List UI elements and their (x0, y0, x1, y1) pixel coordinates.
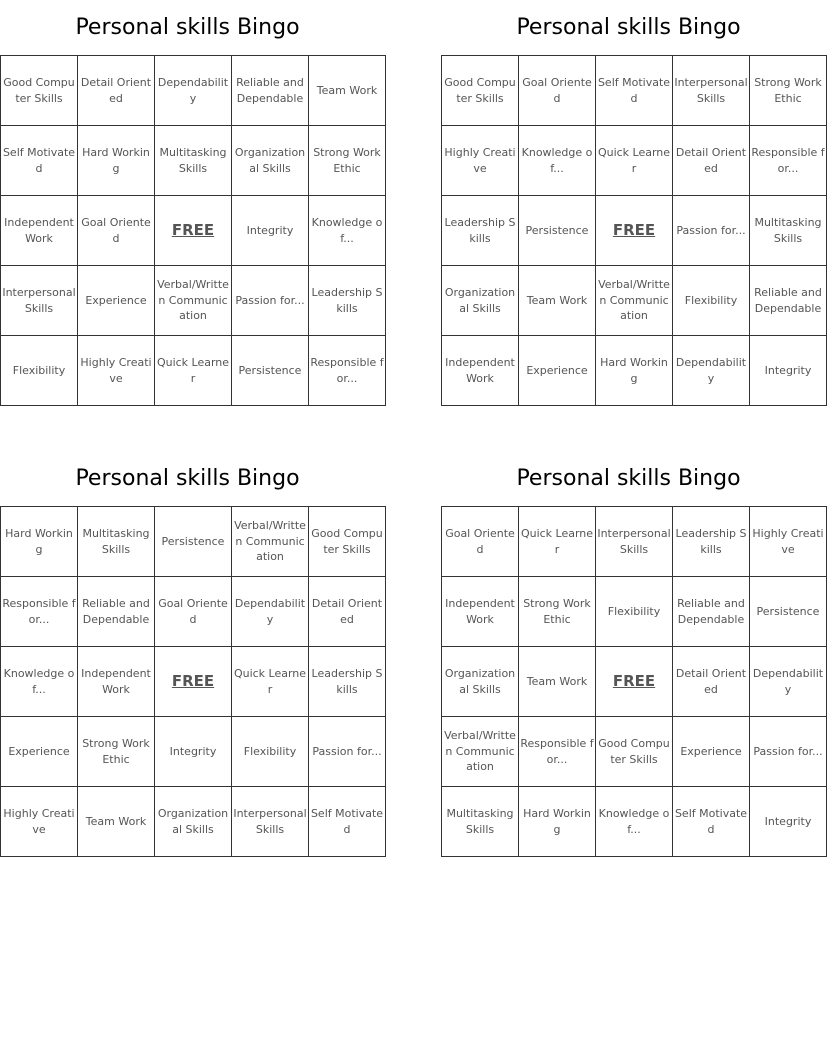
bingo-cell: Organizational Skills (232, 126, 309, 196)
bingo-cell: Team Work (309, 56, 386, 126)
bingo-cell: Multitasking Skills (750, 196, 827, 266)
bingo-row (1, 717, 386, 787)
bingo-cell: Responsible for... (309, 336, 386, 406)
bingo-cell: Passion for... (673, 196, 750, 266)
bingo-cell: Self Motivated (673, 787, 750, 857)
bingo-row (442, 56, 827, 126)
bingo-cell: Reliable and Dependable (750, 266, 827, 336)
bingo-cell: Organizational Skills (442, 266, 519, 336)
bingo-cell: Experience (519, 336, 596, 406)
bingo-row (1, 126, 386, 196)
bingo-cell: Organizational Skills (442, 647, 519, 717)
bingo-cell: Flexibility (232, 717, 309, 787)
bingo-row (1, 577, 386, 647)
bingo-cell: Knowledge of... (309, 196, 386, 266)
bingo-cell: Integrity (155, 717, 232, 787)
bingo-cell: Hard Working (78, 126, 155, 196)
bingo-cell: Organizational Skills (155, 787, 232, 857)
bingo-cell: Independent Work (442, 336, 519, 406)
bingo-cell: Strong Work Ethic (78, 717, 155, 787)
card-title: Personal skills Bingo (75, 15, 300, 40)
bingo-cell: Multitasking Skills (155, 126, 232, 196)
bingo-cell: Leadership Skills (442, 196, 519, 266)
bingo-cell: Detail Oriented (309, 577, 386, 647)
bingo-cell: Experience (673, 717, 750, 787)
bingo-row (1, 787, 386, 857)
bingo-cell: Interpersonal Skills (232, 787, 309, 857)
bingo-cell: Independent Work (1, 196, 78, 266)
bingo-cell: Team Work (519, 647, 596, 717)
bingo-cell: Flexibility (1, 336, 78, 406)
bingo-row (442, 266, 827, 336)
bingo-row (442, 577, 827, 647)
bingo-cell: Integrity (232, 196, 309, 266)
bingo-row (1, 196, 386, 266)
bingo-cell: Hard Working (519, 787, 596, 857)
bingo-cell: Verbal/Written Communication (232, 507, 309, 577)
bingo-cell: Interpersonal Skills (596, 507, 673, 577)
bingo-cell: Good Computer Skills (1, 56, 78, 126)
free-space-cell: FREE (596, 647, 673, 717)
bingo-row (442, 336, 827, 406)
bingo-cell: Persistence (155, 507, 232, 577)
bingo-cell: Dependability (673, 336, 750, 406)
bingo-cell: Persistence (232, 336, 309, 406)
bingo-cell: Self Motivated (596, 56, 673, 126)
bingo-cell: Goal Oriented (78, 196, 155, 266)
bingo-cell: Team Work (519, 266, 596, 336)
bingo-cell: Goal Oriented (442, 507, 519, 577)
bingo-cell: Passion for... (309, 717, 386, 787)
bingo-cell: Leadership Skills (309, 647, 386, 717)
bingo-cell: Independent Work (442, 577, 519, 647)
bingo-grid (0, 506, 386, 857)
free-space-cell: FREE (155, 196, 232, 266)
bingo-cell: Verbal/Written Communication (596, 266, 673, 336)
bingo-cell: Integrity (750, 787, 827, 857)
bingo-row (442, 507, 827, 577)
bingo-cell: Integrity (750, 336, 827, 406)
bingo-cell: Self Motivated (309, 787, 386, 857)
bingo-cell: Highly Creative (1, 787, 78, 857)
bingo-cell: Knowledge of... (596, 787, 673, 857)
bingo-cell: Strong Work Ethic (309, 126, 386, 196)
bingo-cell: Self Motivated (1, 126, 78, 196)
card-title: Personal skills Bingo (516, 15, 741, 40)
bingo-cell: Passion for... (232, 266, 309, 336)
bingo-cell: Reliable and Dependable (673, 577, 750, 647)
bingo-cell: Strong Work Ethic (750, 56, 827, 126)
bingo-cell: Quick Learner (232, 647, 309, 717)
bingo-cell: Interpersonal Skills (1, 266, 78, 336)
bingo-row (442, 717, 827, 787)
bingo-row (1, 647, 386, 717)
bingo-row (1, 507, 386, 577)
bingo-row (1, 266, 386, 336)
bingo-row (1, 336, 386, 406)
bingo-cell: Highly Creative (750, 507, 827, 577)
bingo-cell: Strong Work Ethic (519, 577, 596, 647)
bingo-cell: Good Computer Skills (596, 717, 673, 787)
bingo-cell: Hard Working (596, 336, 673, 406)
bingo-grid (441, 55, 827, 406)
bingo-cell: Good Computer Skills (442, 56, 519, 126)
bingo-cell: Interpersonal Skills (673, 56, 750, 126)
bingo-cell: Leadership Skills (673, 507, 750, 577)
bingo-cell: Responsible for... (519, 717, 596, 787)
bingo-row (442, 647, 827, 717)
bingo-cell: Good Computer Skills (309, 507, 386, 577)
bingo-cell: Independent Work (78, 647, 155, 717)
card-title: Personal skills Bingo (516, 466, 741, 491)
bingo-grid (0, 55, 386, 406)
bingo-cell: Knowledge of... (519, 126, 596, 196)
bingo-cell: Detail Oriented (78, 56, 155, 126)
bingo-cell: Quick Learner (155, 336, 232, 406)
bingo-cell: Persistence (750, 577, 827, 647)
bingo-cell: Highly Creative (78, 336, 155, 406)
bingo-cell: Responsible for... (750, 126, 827, 196)
bingo-row (442, 126, 827, 196)
bingo-cell: Dependability (232, 577, 309, 647)
bingo-cell: Goal Oriented (519, 56, 596, 126)
bingo-grid (441, 506, 827, 857)
bingo-cell: Quick Learner (519, 507, 596, 577)
bingo-cell: Verbal/Written Communication (155, 266, 232, 336)
bingo-cell: Detail Oriented (673, 126, 750, 196)
bingo-cell: Responsible for... (1, 577, 78, 647)
bingo-cell: Verbal/Written Communication (442, 717, 519, 787)
bingo-cell: Multitasking Skills (442, 787, 519, 857)
bingo-cell: Team Work (78, 787, 155, 857)
bingo-cell: Experience (78, 266, 155, 336)
free-space-cell: FREE (155, 647, 232, 717)
bingo-cell: Hard Working (1, 507, 78, 577)
bingo-cell: Detail Oriented (673, 647, 750, 717)
bingo-cell: Knowledge of... (1, 647, 78, 717)
bingo-cell: Goal Oriented (155, 577, 232, 647)
bingo-cell: Reliable and Dependable (78, 577, 155, 647)
bingo-cell: Dependability (155, 56, 232, 126)
bingo-cell: Flexibility (596, 577, 673, 647)
free-space-cell: FREE (596, 196, 673, 266)
bingo-cell: Experience (1, 717, 78, 787)
bingo-cell: Persistence (519, 196, 596, 266)
bingo-cell: Flexibility (673, 266, 750, 336)
bingo-cell: Highly Creative (442, 126, 519, 196)
bingo-cell: Reliable and Dependable (232, 56, 309, 126)
bingo-cell: Dependability (750, 647, 827, 717)
bingo-cell: Leadership Skills (309, 266, 386, 336)
bingo-row (1, 56, 386, 126)
bingo-cell: Multitasking Skills (78, 507, 155, 577)
bingo-row (442, 787, 827, 857)
card-title: Personal skills Bingo (75, 466, 300, 491)
bingo-cell: Quick Learner (596, 126, 673, 196)
bingo-row (442, 196, 827, 266)
bingo-cell: Passion for... (750, 717, 827, 787)
